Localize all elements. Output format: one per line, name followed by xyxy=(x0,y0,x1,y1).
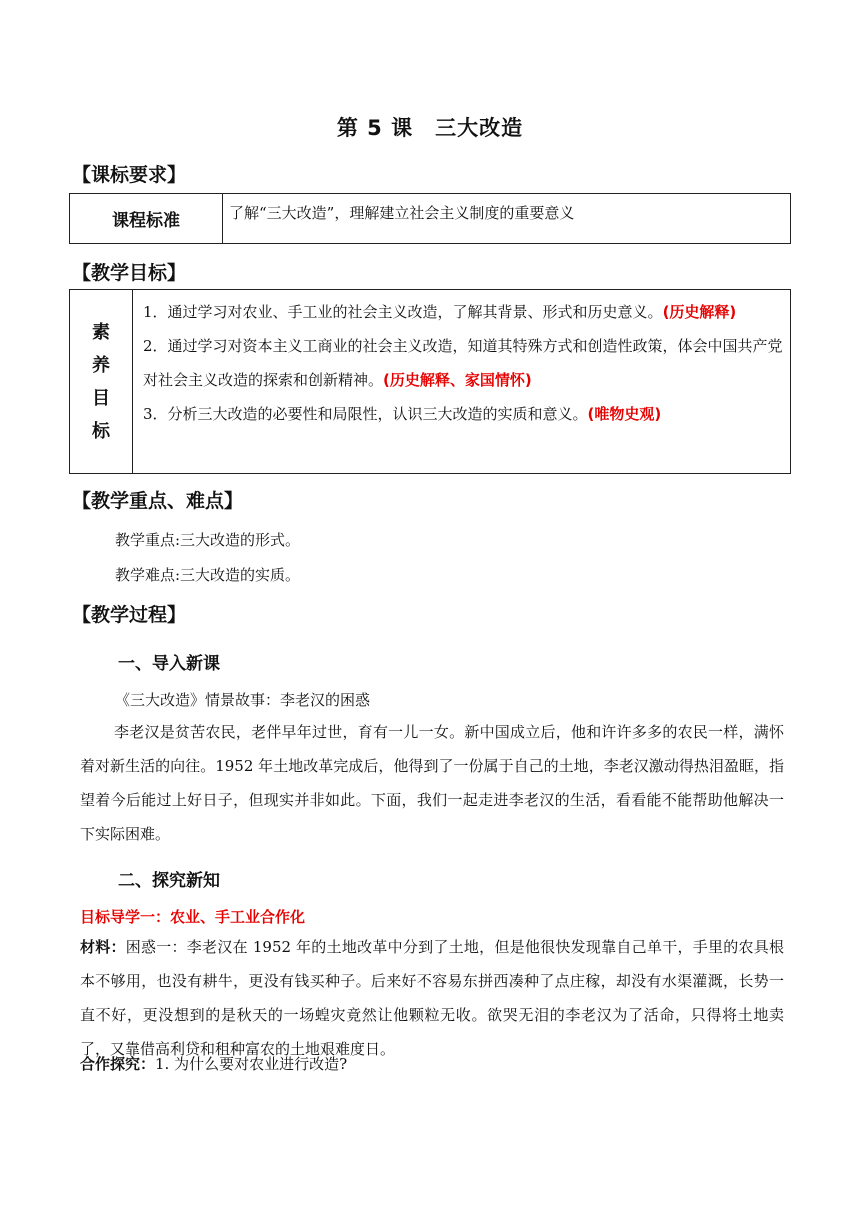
material-label: 材料： xyxy=(80,938,126,956)
objective-item: 2．通过学习对资本主义工商业的社会主义改造，知道其特殊方式和创造性政策，体会中国共产党对社会主义改造的探索和创新精神。(历史解释、家国情怀) xyxy=(143,337,783,389)
part1-title: 一、导入新课 xyxy=(118,654,220,674)
teaching-difficulty: 教学难点:三大改造的实质。 xyxy=(115,566,301,584)
page-title: 第 5 课 三大改造 xyxy=(336,116,524,140)
story-paragraph: 李老汉是贫苦农民，老伴早年过世，育有一儿一女。新中国成立后，他和许许多多的农民一样，满怀着对新生活的向往。1952 年土地改革完成后，他得到了一份属于自己的土地，李老汉激动得热泪盈眶，指望着今后能过上好日子，但现实并非如此。下面，我们一起走进李老汉的生活，看看能不能帮助他解决一下实际困难。 xyxy=(80,723,784,843)
teaching-focus: 教学重点:三大改造的形式。 xyxy=(115,531,301,549)
target-heading: 目标导学一：农业、手工业合作化 xyxy=(80,908,306,926)
part2-title: 二、探究新知 xyxy=(118,871,220,891)
label-char: 养 xyxy=(92,354,110,376)
section-heading-key-points: 【教学重点、难点】 xyxy=(72,490,244,512)
objectives-label xyxy=(70,290,133,474)
coop-label: 合作探究： xyxy=(80,1055,156,1073)
standard-label: 课程标准 xyxy=(70,194,223,244)
objective-item: 3．分析三大改造的必要性和局限性，认识三大改造的实质和意义。(唯物史观) xyxy=(143,405,662,423)
standard-value: 了解“三大改造”，理解建立社会主义制度的重要意义 xyxy=(223,194,791,244)
label-char: 素 xyxy=(92,321,110,343)
curriculum-standard-table xyxy=(69,193,791,244)
section-heading-process: 【教学过程】 xyxy=(72,604,187,626)
story-title: 《三大改造》情景故事：李老汉的困惑 xyxy=(115,691,371,709)
objective-item: 1．通过学习对农业、手工业的社会主义改造，了解其背景、形式和历史意义。(历史解释) xyxy=(143,303,737,321)
objectives-table xyxy=(69,289,791,474)
cooperative-inquiry xyxy=(80,1053,347,1074)
label-char: 目 xyxy=(92,387,110,409)
material-paragraph xyxy=(80,930,784,1066)
material-text: 困惑一：李老汉在 1952 年的土地改革中分到了土地，但是他很快发现靠自己单干，手里的农具根本不够用，也没有耕牛，更没有钱买种子。后来好不容易东拼西凑种了点庄稼，却没有水渠灌溉，长势一直不好，更没想到的是秋天的一场蝗灾竟然让他颗粒无收。欲哭无泪的李老汉为了活命，只得将土地卖了，又靠借高利贷和租种富农的土地艰难度日。 xyxy=(80,938,784,1058)
coop-question: 1. 为什么要对农业进行改造? xyxy=(155,1055,348,1073)
label-char: 标 xyxy=(92,420,110,442)
objectives-content xyxy=(133,290,791,474)
objective-tag: (唯物史观) xyxy=(587,405,662,423)
objective-tag: (历史解释、家国情怀) xyxy=(383,371,532,389)
section-heading-objectives: 【教学目标】 xyxy=(72,262,187,284)
section-heading-requirements: 【课标要求】 xyxy=(72,164,187,186)
objective-tag: (历史解释) xyxy=(662,303,737,321)
